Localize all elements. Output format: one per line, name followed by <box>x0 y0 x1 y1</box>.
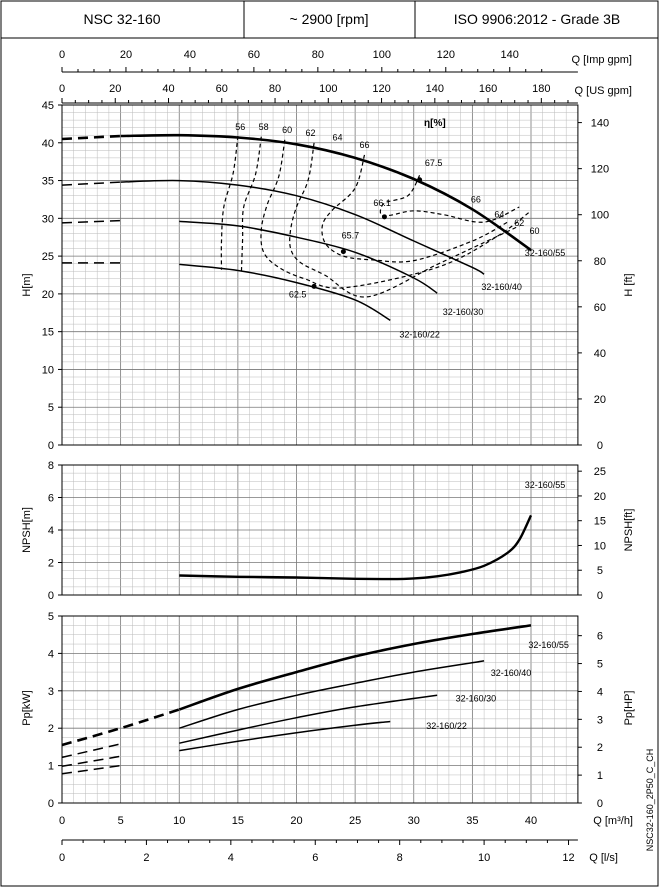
efficiency-label: 64 <box>494 209 505 220</box>
power-curve-dashed-32-160-30 <box>62 756 121 766</box>
npsh-curve-label: 32-160/55 <box>524 479 566 490</box>
imp-gpm-tick-label: 80 <box>311 49 324 61</box>
head-curve-dashed-32-160-40 <box>62 182 121 185</box>
power-curve-label: 32-160/55 <box>528 639 569 650</box>
q-ls-tick-label: 12 <box>562 852 575 864</box>
left-tick-label: 0 <box>47 440 54 452</box>
left-tick-label: 45 <box>41 100 54 112</box>
q-m3h-tick-label: 40 <box>524 815 538 827</box>
efficiency-label: 60 <box>282 124 293 135</box>
right-tick-label: 2 <box>596 742 603 755</box>
efficiency-label: 66 <box>470 194 481 205</box>
efficiency-contour-60 <box>261 140 531 288</box>
right-tick-label: 0 <box>596 798 603 810</box>
right-tick-label: 15 <box>593 515 607 528</box>
standard-title: ISO 9906:2012 - Grade 3B <box>453 11 621 27</box>
imp-gpm-tick-label: 140 <box>500 49 519 61</box>
right-tick-label: 4 <box>596 686 603 699</box>
h-m-axis-label: H[m] <box>21 273 33 297</box>
right-tick-label: 0 <box>596 440 603 452</box>
head-curve-label: 32-160/30 <box>442 307 484 318</box>
us-gpm-axis-label: Q [US gpm] <box>574 85 632 97</box>
imp-gpm-tick-label: 60 <box>247 49 261 61</box>
right-tick-label: 20 <box>593 490 607 503</box>
head-curve-dashed-32-160-55 <box>62 136 121 139</box>
right-tick-label: 6 <box>596 630 603 643</box>
right-tick-label: 1 <box>596 770 603 783</box>
left-tick-label: 0 <box>47 798 54 810</box>
right-tick-label: 5 <box>596 658 603 671</box>
left-tick-label: 2 <box>47 723 54 736</box>
right-tick-label: 10 <box>593 540 607 553</box>
right-tick-label: 120 <box>590 163 610 176</box>
q-ls-tick-label: 4 <box>227 852 234 864</box>
left-tick-label: 30 <box>41 213 54 226</box>
us-gpm-tick-label: 120 <box>372 83 391 95</box>
q-m3h-tick-label: 35 <box>466 815 479 827</box>
q-m3h-tick-label: 10 <box>173 815 186 827</box>
us-gpm-tick-label: 80 <box>268 83 282 95</box>
chart-code: NSC32-160_2P50_C_CH <box>645 748 655 852</box>
us-gpm-tick-label: 60 <box>215 83 228 95</box>
imp-gpm-tick-label: 40 <box>183 49 197 61</box>
us-gpm-tick-label: 100 <box>319 83 338 95</box>
right-tick-label: 80 <box>593 255 607 268</box>
left-tick-label: 4 <box>47 525 54 537</box>
left-tick-label: 40 <box>41 137 54 150</box>
efficiency-label: 67.5 <box>424 158 443 169</box>
h-ft-axis-label: H [ft] <box>623 273 635 297</box>
q-m3h-tick-label: 25 <box>349 815 362 827</box>
left-tick-label: 1 <box>47 760 54 773</box>
bottom-axes <box>59 815 578 864</box>
efficiency-label: 66.1 <box>373 198 391 209</box>
efficiency-label: 65.7 <box>341 230 360 241</box>
left-tick-label: 20 <box>41 288 54 301</box>
head-curve-label: 32-160/55 <box>524 248 566 259</box>
efficiency-label: 66 <box>359 140 370 151</box>
bep-point <box>312 284 317 289</box>
left-tick-label: 3 <box>47 685 54 698</box>
power-curve-label: 32-160/30 <box>455 693 497 704</box>
us-gpm-tick-label: 180 <box>532 83 551 95</box>
imp-gpm-tick-label: 20 <box>119 49 133 61</box>
q-m3h-axis-label: Q [m³/h] <box>593 815 633 827</box>
imp-gpm-tick-label: 0 <box>58 49 66 61</box>
npsh-ft-axis-label: NPSH[ft] <box>623 508 635 552</box>
power-curve-label: 32-160/22 <box>426 720 467 731</box>
left-tick-label: 15 <box>41 326 54 339</box>
header <box>1 1 658 38</box>
q-ls-tick-label: 10 <box>477 852 491 864</box>
us-gpm-tick-label: 140 <box>425 83 445 95</box>
left-tick-label: 8 <box>47 460 54 472</box>
imp-gpm-tick-label: 120 <box>436 49 455 61</box>
right-tick-label: 5 <box>596 565 603 578</box>
q-ls-tick-label: 0 <box>58 852 66 864</box>
left-tick-label: 5 <box>47 402 54 415</box>
bep-point <box>341 249 346 254</box>
imp-gpm-axis-label: Q [Imp gpm] <box>571 54 632 66</box>
efficiency-label: 62 <box>305 127 316 138</box>
right-tick-label: 0 <box>596 590 603 602</box>
left-tick-label: 5 <box>47 611 54 623</box>
left-tick-label: 0 <box>47 590 54 602</box>
efficiency-contour-58 <box>241 137 261 273</box>
efficiency-label: 58 <box>258 121 269 132</box>
head-curve-dashed-32-160-30 <box>62 221 121 223</box>
power-curve-dashed-32-160-22 <box>62 766 121 774</box>
efficiency-label: 62.5 <box>288 289 307 300</box>
efficiency-contour-56 <box>221 136 238 270</box>
imp-gpm-tick-label: 100 <box>372 49 391 61</box>
q-m3h-tick-label: 5 <box>117 815 124 827</box>
us-gpm-tick-label: 20 <box>109 83 122 95</box>
q-ls-tick-label: 6 <box>312 852 319 864</box>
top-axes <box>59 49 578 103</box>
efficiency-contour-64 <box>322 155 508 262</box>
q-m3h-tick-label: 20 <box>290 815 303 827</box>
left-tick-label: 4 <box>47 648 54 661</box>
bep-point <box>417 177 422 182</box>
p-hp-axis-label: Pp[HP] <box>623 690 635 726</box>
efficiency-label: 64 <box>332 132 343 143</box>
left-tick-label: 35 <box>41 175 54 188</box>
efficiency-label: 56 <box>235 121 246 132</box>
q-m3h-tick-label: 15 <box>231 815 244 827</box>
right-tick-label: 40 <box>593 347 607 360</box>
npsh-m-axis-label: NPSH[m] <box>21 507 33 553</box>
right-tick-label: 25 <box>593 466 607 479</box>
left-tick-label: 2 <box>47 557 54 570</box>
head-panel <box>42 100 609 452</box>
q-ls-tick-label: 2 <box>143 852 150 864</box>
head-curve-label: 32-160/22 <box>399 329 440 340</box>
q-ls-axis-label: Q [l/s] <box>589 852 618 864</box>
us-gpm-tick-label: 160 <box>478 83 498 95</box>
head-curve-32-160-40 <box>121 181 485 275</box>
us-gpm-tick-label: 0 <box>58 83 66 95</box>
right-tick-label: 20 <box>593 393 607 406</box>
right-tick-label: 3 <box>596 714 603 727</box>
efficiency-label: 60 <box>529 226 540 237</box>
power-curve-dashed-32-160-40 <box>62 744 121 758</box>
speed-title: ~ 2900 [rpm] <box>289 11 369 27</box>
p-kw-axis-label: Pp[kW] <box>21 690 33 726</box>
right-tick-label: 60 <box>593 301 607 314</box>
power-curve-label: 32-160/40 <box>490 667 532 678</box>
left-tick-label: 6 <box>47 492 54 505</box>
head-curve-label: 32-160/40 <box>481 282 522 293</box>
model-title: NSC 32-160 <box>83 11 161 27</box>
power-panel <box>48 611 603 810</box>
efficiency-label: 62 <box>514 217 525 228</box>
q-m3h-tick-label: 0 <box>58 815 66 827</box>
bep-point <box>382 214 387 219</box>
q-ls-tick-label: 8 <box>396 852 403 864</box>
left-tick-label: 10 <box>41 364 54 377</box>
right-tick-label: 100 <box>590 209 610 222</box>
us-gpm-tick-label: 40 <box>162 83 175 95</box>
npsh-panel <box>48 460 606 602</box>
left-tick-label: 25 <box>41 251 54 264</box>
efficiency-title: η[%] <box>424 118 446 129</box>
q-m3h-tick-label: 30 <box>407 815 420 827</box>
right-tick-label: 140 <box>590 117 610 130</box>
